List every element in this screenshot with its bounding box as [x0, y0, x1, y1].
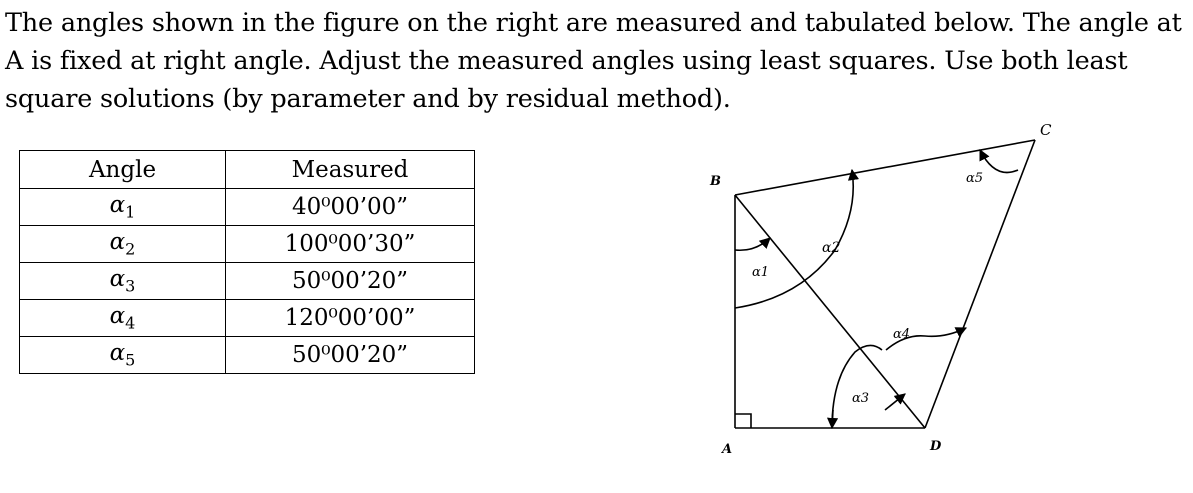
label-alpha2: α2: [822, 240, 841, 256]
table-header-row: [20, 151, 475, 189]
arc-alpha1: [735, 238, 770, 250]
measured-angles-table: [19, 150, 475, 374]
arc-alpha3-tick: [885, 394, 905, 410]
arc-alpha2: [735, 170, 853, 308]
quadrilateral-figure: [690, 110, 1070, 470]
problem-statement: The angles shown in the figure on the right are measured and tabulated below. The angle at A is fixed at right angle. Adjust the measured angles using least squares. Use both least square solutions (by parameter and by residual method).: [5, 8, 1182, 114]
angle-cell: $\alpha_2$: [20, 226, 226, 263]
side-bc: [735, 140, 1035, 195]
angle-cell: $\alpha_3$: [20, 263, 226, 300]
measured-cell: 100⁰00’30”: [226, 226, 475, 263]
angle-cell: $\alpha_4$: [20, 300, 226, 337]
label-alpha5: α5: [966, 171, 984, 186]
label-alpha3: α3: [852, 391, 870, 406]
table-row: [20, 337, 475, 374]
angle-cell: $\alpha_1$: [20, 189, 226, 226]
label-c: C: [1040, 121, 1052, 139]
angle-cell: $\alpha_5$: [20, 337, 226, 374]
label-a: A: [722, 442, 733, 457]
arc-alpha3-arrow: [832, 410, 833, 428]
measured-cell: 50⁰00’20”: [226, 263, 475, 300]
header-angle: Angle: [20, 151, 226, 189]
table-row: [20, 263, 475, 300]
table-row: [20, 189, 475, 226]
right-angle-marker: [735, 414, 751, 428]
label-alpha1: α1: [752, 265, 770, 280]
measured-cell: 50⁰00’20”: [226, 337, 475, 374]
measured-cell: 120⁰00’00”: [226, 300, 475, 337]
table-row: [20, 226, 475, 263]
label-b: B: [710, 174, 721, 189]
measured-cell: 40⁰00’00”: [226, 189, 475, 226]
header-measured: Measured: [226, 151, 475, 189]
arc-alpha3: [832, 345, 882, 428]
table-row: [20, 300, 475, 337]
diagonal-bd: [735, 195, 925, 428]
label-d: D: [930, 439, 942, 454]
label-alpha4: α4: [893, 327, 911, 342]
arc-alpha5: [980, 150, 1018, 173]
